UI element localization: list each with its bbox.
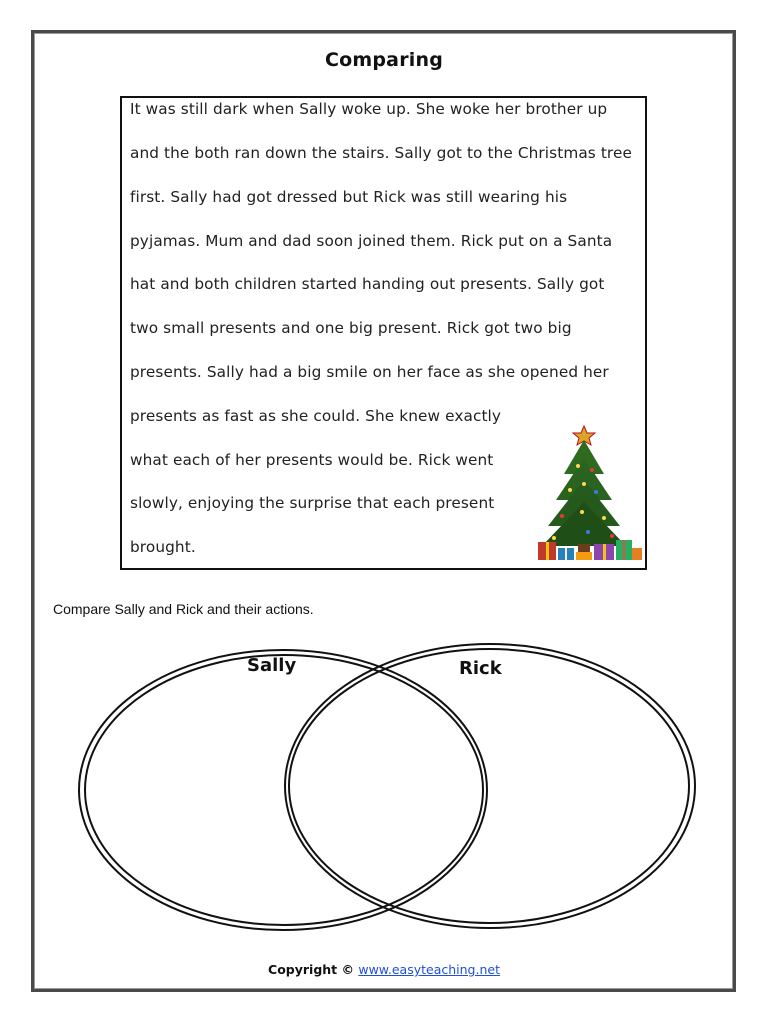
story-line: hat and both children started handing out presents. Sally got — [130, 275, 605, 293]
story-line: brought. — [130, 538, 196, 556]
website-link[interactable]: www.easyteaching.net — [358, 962, 500, 977]
story-line: what each of her presents would be. Rick went — [130, 451, 494, 469]
venn-circle-sally-inner — [85, 655, 483, 925]
instruction-text: Compare Sally and Rick and their actions. — [53, 601, 314, 617]
venn-circle-sally — [79, 650, 487, 930]
story-line: slowly, enjoying the surprise that each present — [130, 494, 495, 512]
story-line: It was still dark when Sally woke up. She woke her brother up — [130, 100, 608, 118]
venn-label-sally: Sally — [247, 655, 297, 676]
story-line: two small presents and one big present. Rick got two big — [130, 319, 572, 337]
venn-label-rick: Rick — [459, 658, 502, 679]
page-title: Comparing — [324, 49, 444, 71]
story-line: first. Sally had got dressed but Rick was still wearing his — [130, 188, 568, 206]
copyright-text: Copyright © — [268, 962, 354, 977]
venn-circle-rick — [285, 644, 695, 928]
story-line: and the both ran down the stairs. Sally got to the Christmas tree — [130, 144, 633, 162]
story-line: presents. Sally had a big smile on her face as she opened her — [130, 363, 609, 381]
copyright-footer — [0, 962, 768, 977]
venn-circle-rick-inner — [289, 649, 689, 923]
story-line: presents as fast as she could. She knew exactly — [130, 407, 502, 425]
story-line: pyjamas. Mum and dad soon joined them. Rick put on a Santa — [130, 232, 613, 250]
